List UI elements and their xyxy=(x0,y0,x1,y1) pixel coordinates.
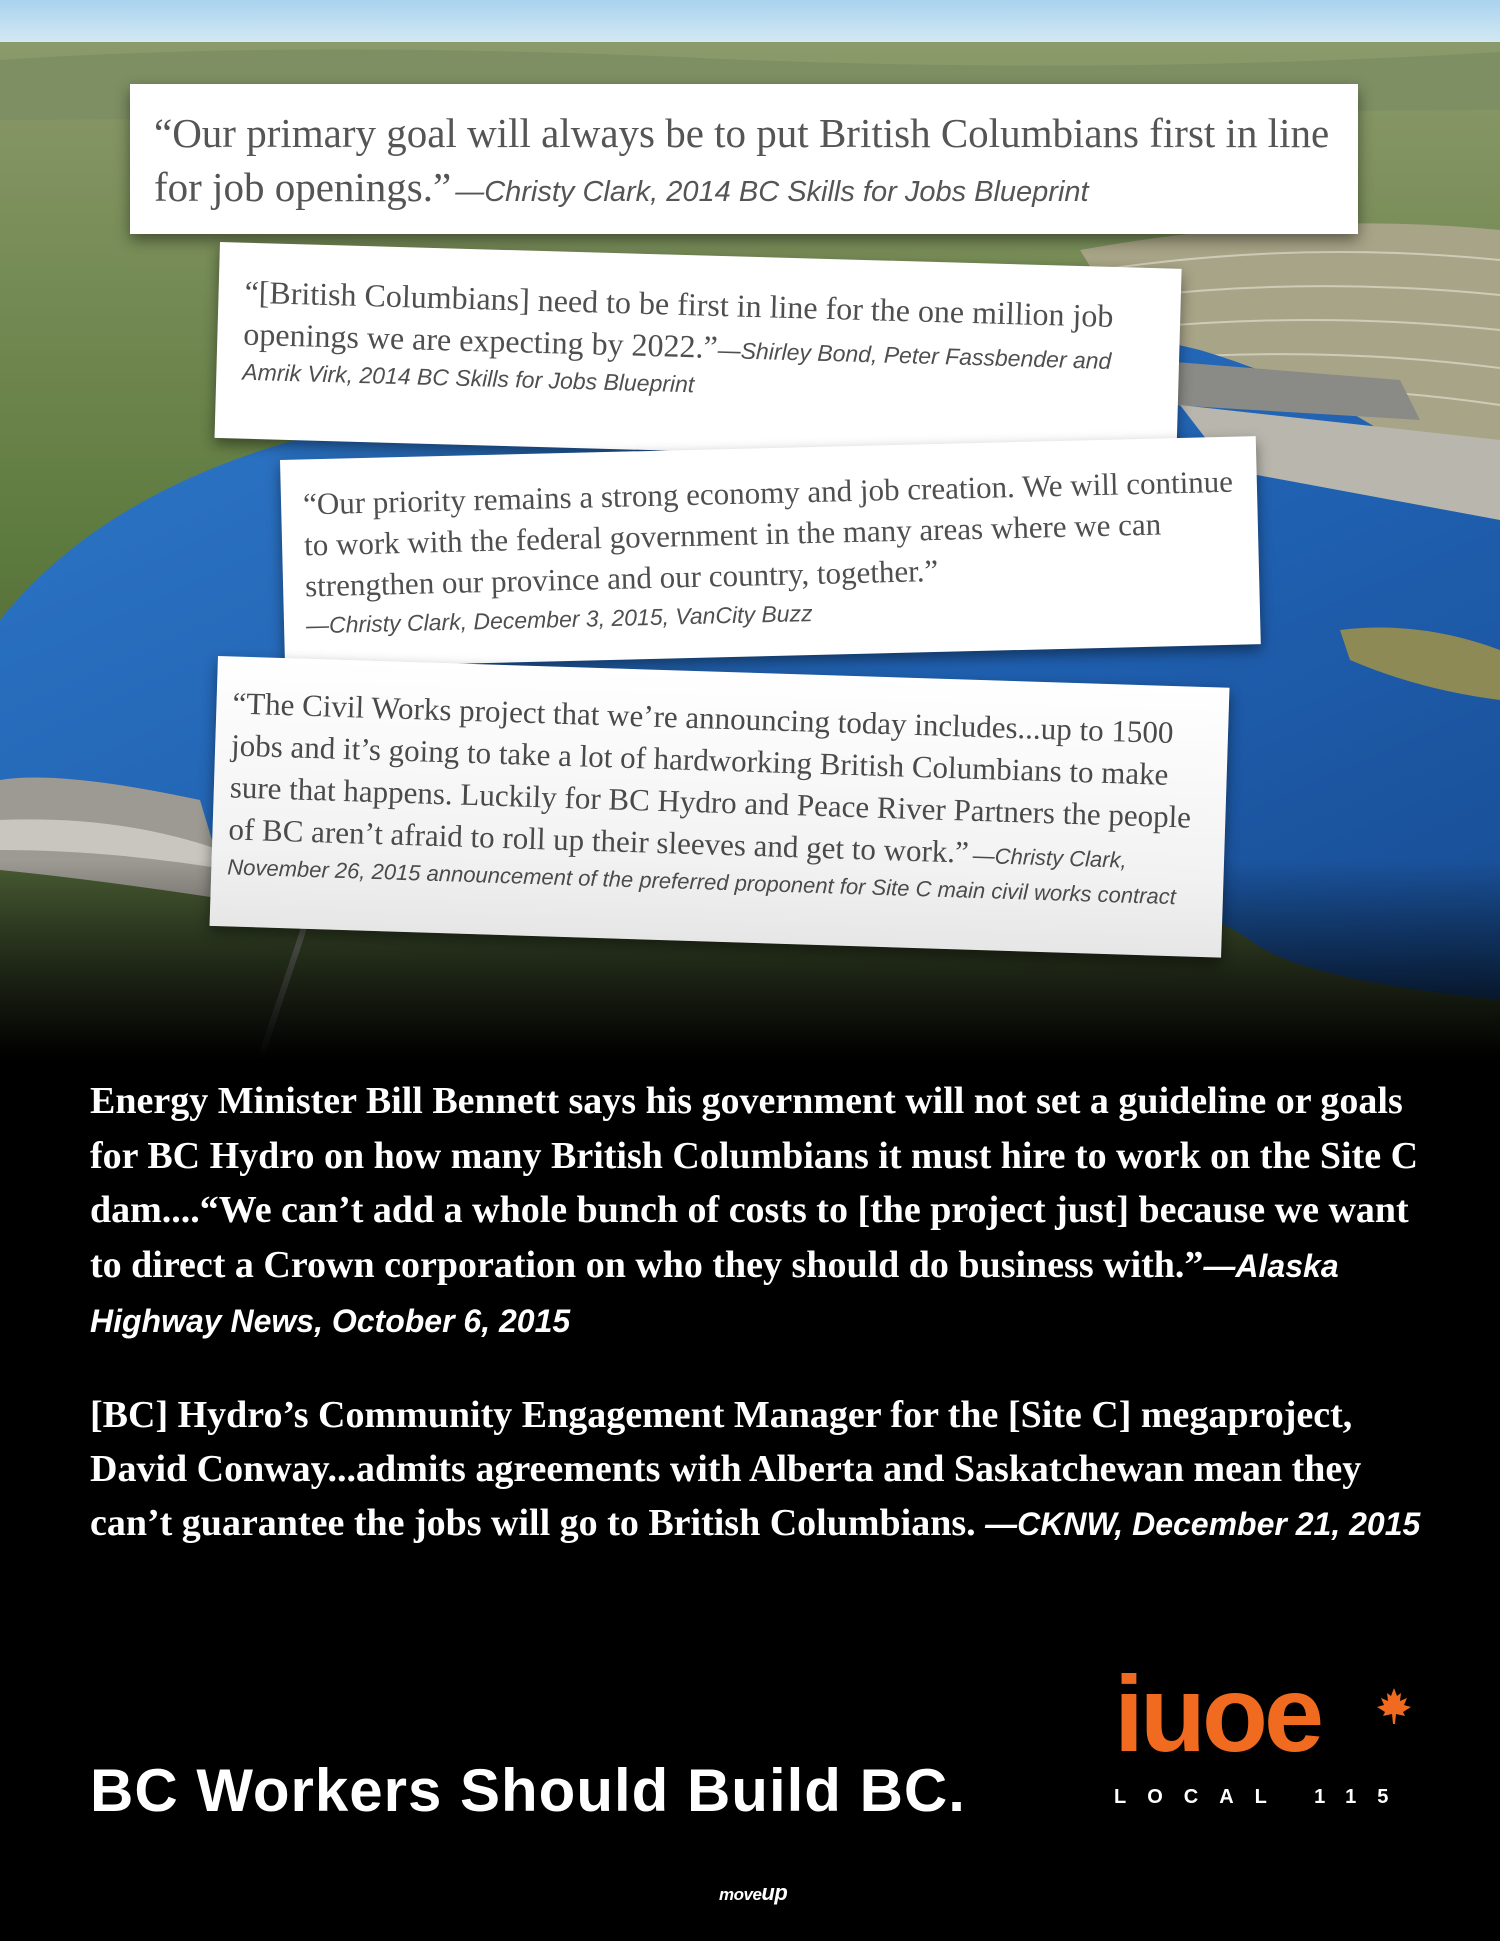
quote-text: “Our priority remains a strong economy and job creation. We will continue to work with the federal government in the many areas where we can strengthen our province and our country, together.” xyxy=(302,463,1234,604)
quote-text: “[British Columbians] need to be first in line for the one million job openings we are expecting by 2022.” xyxy=(242,273,1114,365)
maple-leaf-icon xyxy=(1374,1686,1414,1726)
logo-wordmark: iuoe xyxy=(1114,1653,1321,1774)
quote-attribution: —Christy Clark, December 3, 2015, VanCity Buzz xyxy=(305,600,813,639)
statement-bennett xyxy=(90,1074,1430,1349)
footer-prefix: move xyxy=(719,1885,762,1904)
quote-attribution: —Shirley Bond, Peter Fassbender and Amrik Virk, 2014 BC Skills for Jobs Blueprint xyxy=(242,336,1112,398)
quote-attribution: —Christy Clark, November 26, 2015 announcement of the preferred proponent for Site C main civil works contract xyxy=(226,842,1177,910)
logo-subtitle: LOCAL 115 xyxy=(1114,1786,1410,1808)
quote-card-1 xyxy=(130,84,1358,234)
statement-text: Energy Minister Bill Bennett says his government will not set a guideline or goals for BC Hydro on how many British Columbians it must hire to work on the Site C dam....“We can’t add a whole bunch of costs to [the project just] because we want to direct a Crown corporation on who they should do business with.” xyxy=(90,1080,1419,1286)
statement-source: —CKNW, December 21, 2015 xyxy=(985,1506,1421,1542)
statement-source: —Alaska Highway News, October 6, 2015 xyxy=(90,1247,1339,1339)
quote-card-3 xyxy=(280,436,1261,668)
quote-card-2 xyxy=(215,242,1182,465)
quote-text: “The Civil Works project that we’re announcing today includes...up to 1500 jobs and it’s going to take a lot of hardworking British Columbians to make sure that happens. Luckily for BC Hydro and Peace River Partners the people of BC aren’t afraid to roll up their sleeves and get to work.” xyxy=(228,685,1192,870)
quote-card-4 xyxy=(210,656,1230,958)
statement-text: [BC] Hydro’s Community Engagement Manager for the [Site C] megaproject, David Conway...admits agreements with Alberta and Saskatchewan mean they can’t guarantee the jobs will go to British Columbians. xyxy=(90,1394,1362,1544)
statement-conway xyxy=(90,1388,1430,1551)
quote-attribution: —Christy Clark, 2014 BC Skills for Jobs Blueprint xyxy=(455,176,1089,208)
footer-suffix: up xyxy=(761,1880,788,1905)
quote-text: “Our primary goal will always be to put British Columbians first in line for job openings.” xyxy=(154,110,1330,210)
slogan-headline: BC Workers Should Build BC. xyxy=(90,1757,966,1824)
iuoe-logo xyxy=(1110,1653,1410,1816)
moveup-footer-logo xyxy=(719,1880,787,1906)
